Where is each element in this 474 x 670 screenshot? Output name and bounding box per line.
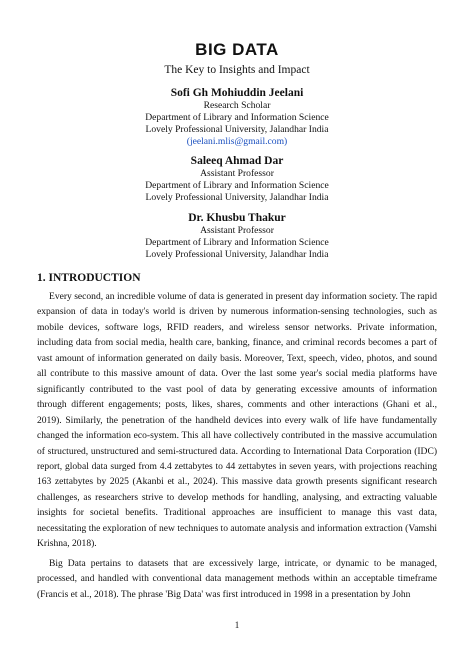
author-affiliation: Lovely Professional University, Jalandhar India [145, 192, 329, 203]
author-department: Department of Library and Information Science [145, 180, 329, 191]
author-department: Department of Library and Information Science [145, 112, 329, 123]
author-block-3 [0, 211, 474, 261]
body-paragraph: Big Data pertains to datasets that are excessively large, intricate, or dynamic to be managed, processed, and handled with conventional data management methods within an acceptable timeframe (Francis et al., 2018). The phrase 'Big Data' was first introduced in 1998 in a presentation by John [37, 557, 437, 600]
author-email-link[interactable]: (jeelani.mlis@gmail.com) [186, 136, 288, 147]
page-number: 1 [234, 620, 240, 630]
author-affiliation: Lovely Professional University, Jalandhar India [145, 124, 329, 135]
author-name: Saleeq Ahmad Dar [190, 155, 284, 167]
paper-subtitle: The Key to Insights and Impact [164, 64, 310, 76]
author-block-2 [0, 154, 474, 204]
author-role: Assistant Professor [200, 225, 274, 236]
author-name: Dr. Khusbu Thakur [188, 212, 286, 224]
section-body [37, 289, 437, 606]
author-block-1 [0, 86, 474, 148]
author-department: Department of Library and Information Science [145, 237, 329, 248]
section-heading: 1. INTRODUCTION [37, 272, 141, 284]
body-paragraph: Every second, an incredible volume of data is generated in present day information society. The rapid expansion of data in today's world is driven by numerous information-sensing technologies, such as mobile devices, software logs, RFID readers, and wireless sensor networks. Private information, including data from social media, health care, banking, finance, and criminal records becomes a part of vast amount of information generated on daily basis. Moreover, Text, speech, video, photos, and sound all contribute to this massive amount of data. Over the last some year's social media platforms have significantly contributed to the vast pool of data by generating excessive amounts of information through different engagements; posts, likes, shares, comments and other interactions (Ghani et al., 2019). Similarly, the penetration of the handheld devices into every walk of life have fundamentally changed the information eco-system. This all have collectively contributed in the massive accumulation of structured, unstructured and semi-structured data. According to International Data Corporation (IDC) report, global data surged from 4.4 zettabytes to 44 zettabytes in seven years, with projections reaching 163 zettabytes by 2025 (Akanbi et al., 2024). This massive data growth presents significant research challenges, as researchers strive to develop methods for handling, analysing, and extracting valuable insights for societal benefits. Traditional approaches are insufficient to manage this vast data, necessitating the exploration of new techniques to automate analysis and information extraction (Vamshi Krishna, 2018). [37, 291, 437, 550]
author-role: Assistant Professor [200, 168, 274, 179]
author-affiliation: Lovely Professional University, Jalandhar India [145, 249, 329, 260]
paper-title: BIG DATA [195, 40, 279, 59]
author-name: Sofi Gh Mohiuddin Jeelani [170, 87, 304, 99]
author-role: Research Scholar [203, 100, 271, 111]
